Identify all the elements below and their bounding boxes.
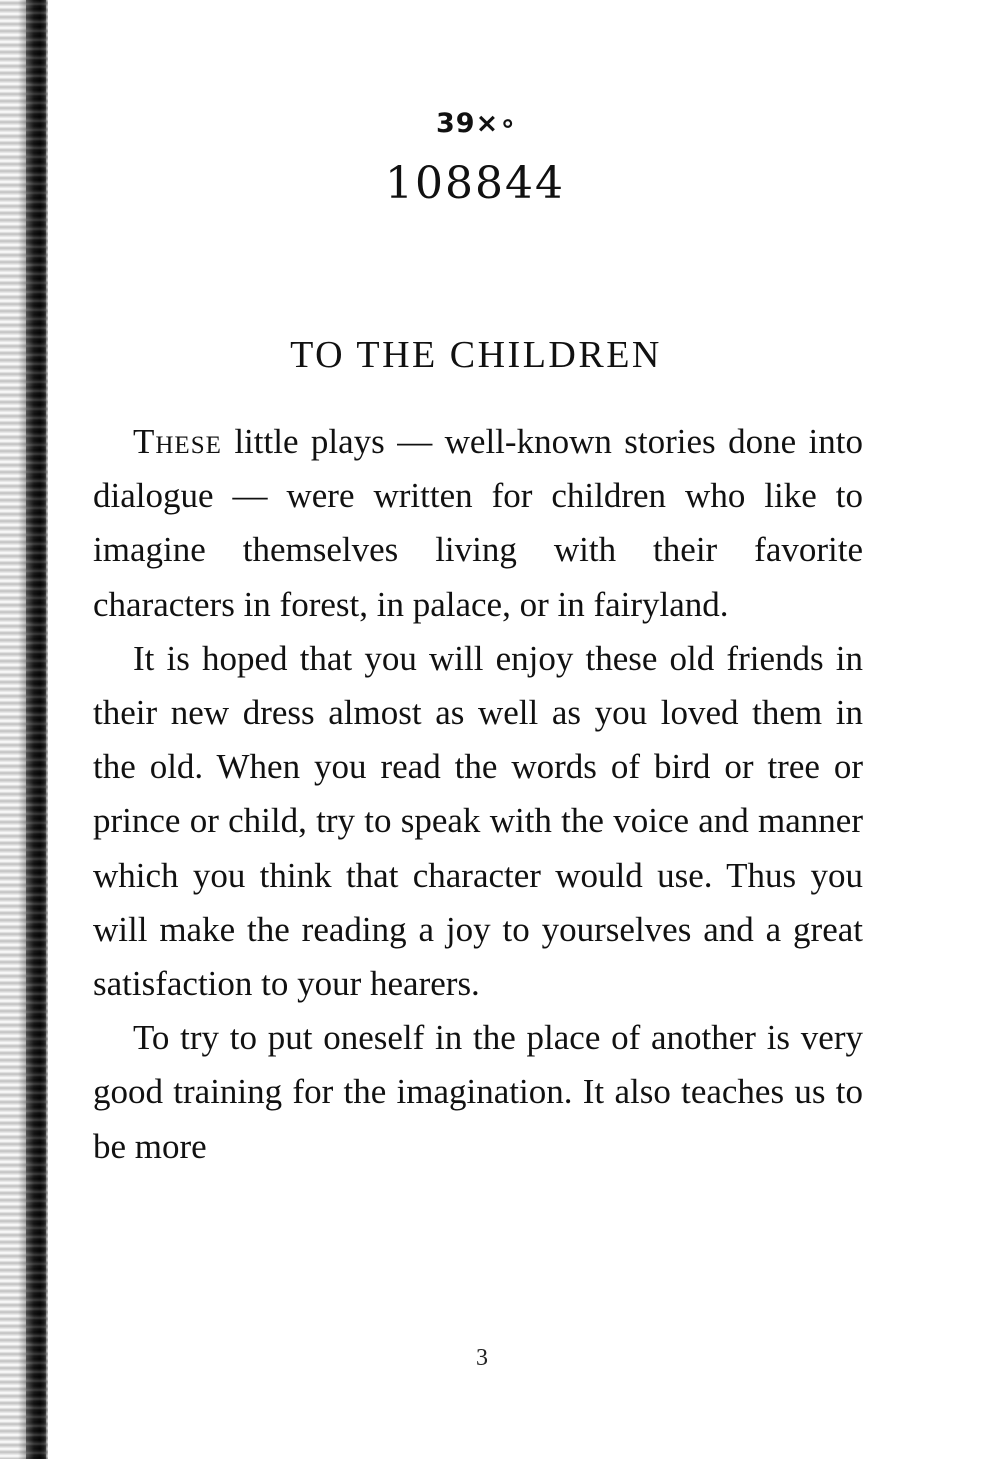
paragraph-1-lead-word: These bbox=[133, 422, 222, 461]
page-number: 3 bbox=[476, 1345, 488, 1371]
accession-number-stamp: 108844 bbox=[385, 158, 565, 209]
section-title: TO THE CHILDREN bbox=[290, 334, 662, 376]
paragraph-1 bbox=[93, 415, 863, 632]
body-text bbox=[93, 415, 863, 1174]
paragraph-1-text: little plays — well-known stories done into dialogue — were written for children who like to imagine themselves living with their favorite characters in forest, in palace, or in fairyland. bbox=[93, 422, 863, 624]
handwritten-catalog-mark: 39×∘ bbox=[436, 108, 518, 139]
paragraph-3: To try to put oneself in the place of another is very good training for the imagination. It also teaches us to be more bbox=[93, 1018, 863, 1166]
paragraph-2: It is hoped that you will enjoy these old friends in their new dress almost as well as you loved them in the old. When you read the words of bird or tree or prince or child, try to speak with the voice and manner which you think that character would use. Thus you will make the reading a joy to yourselves and a great satisfaction to your hearers. bbox=[93, 638, 863, 1004]
